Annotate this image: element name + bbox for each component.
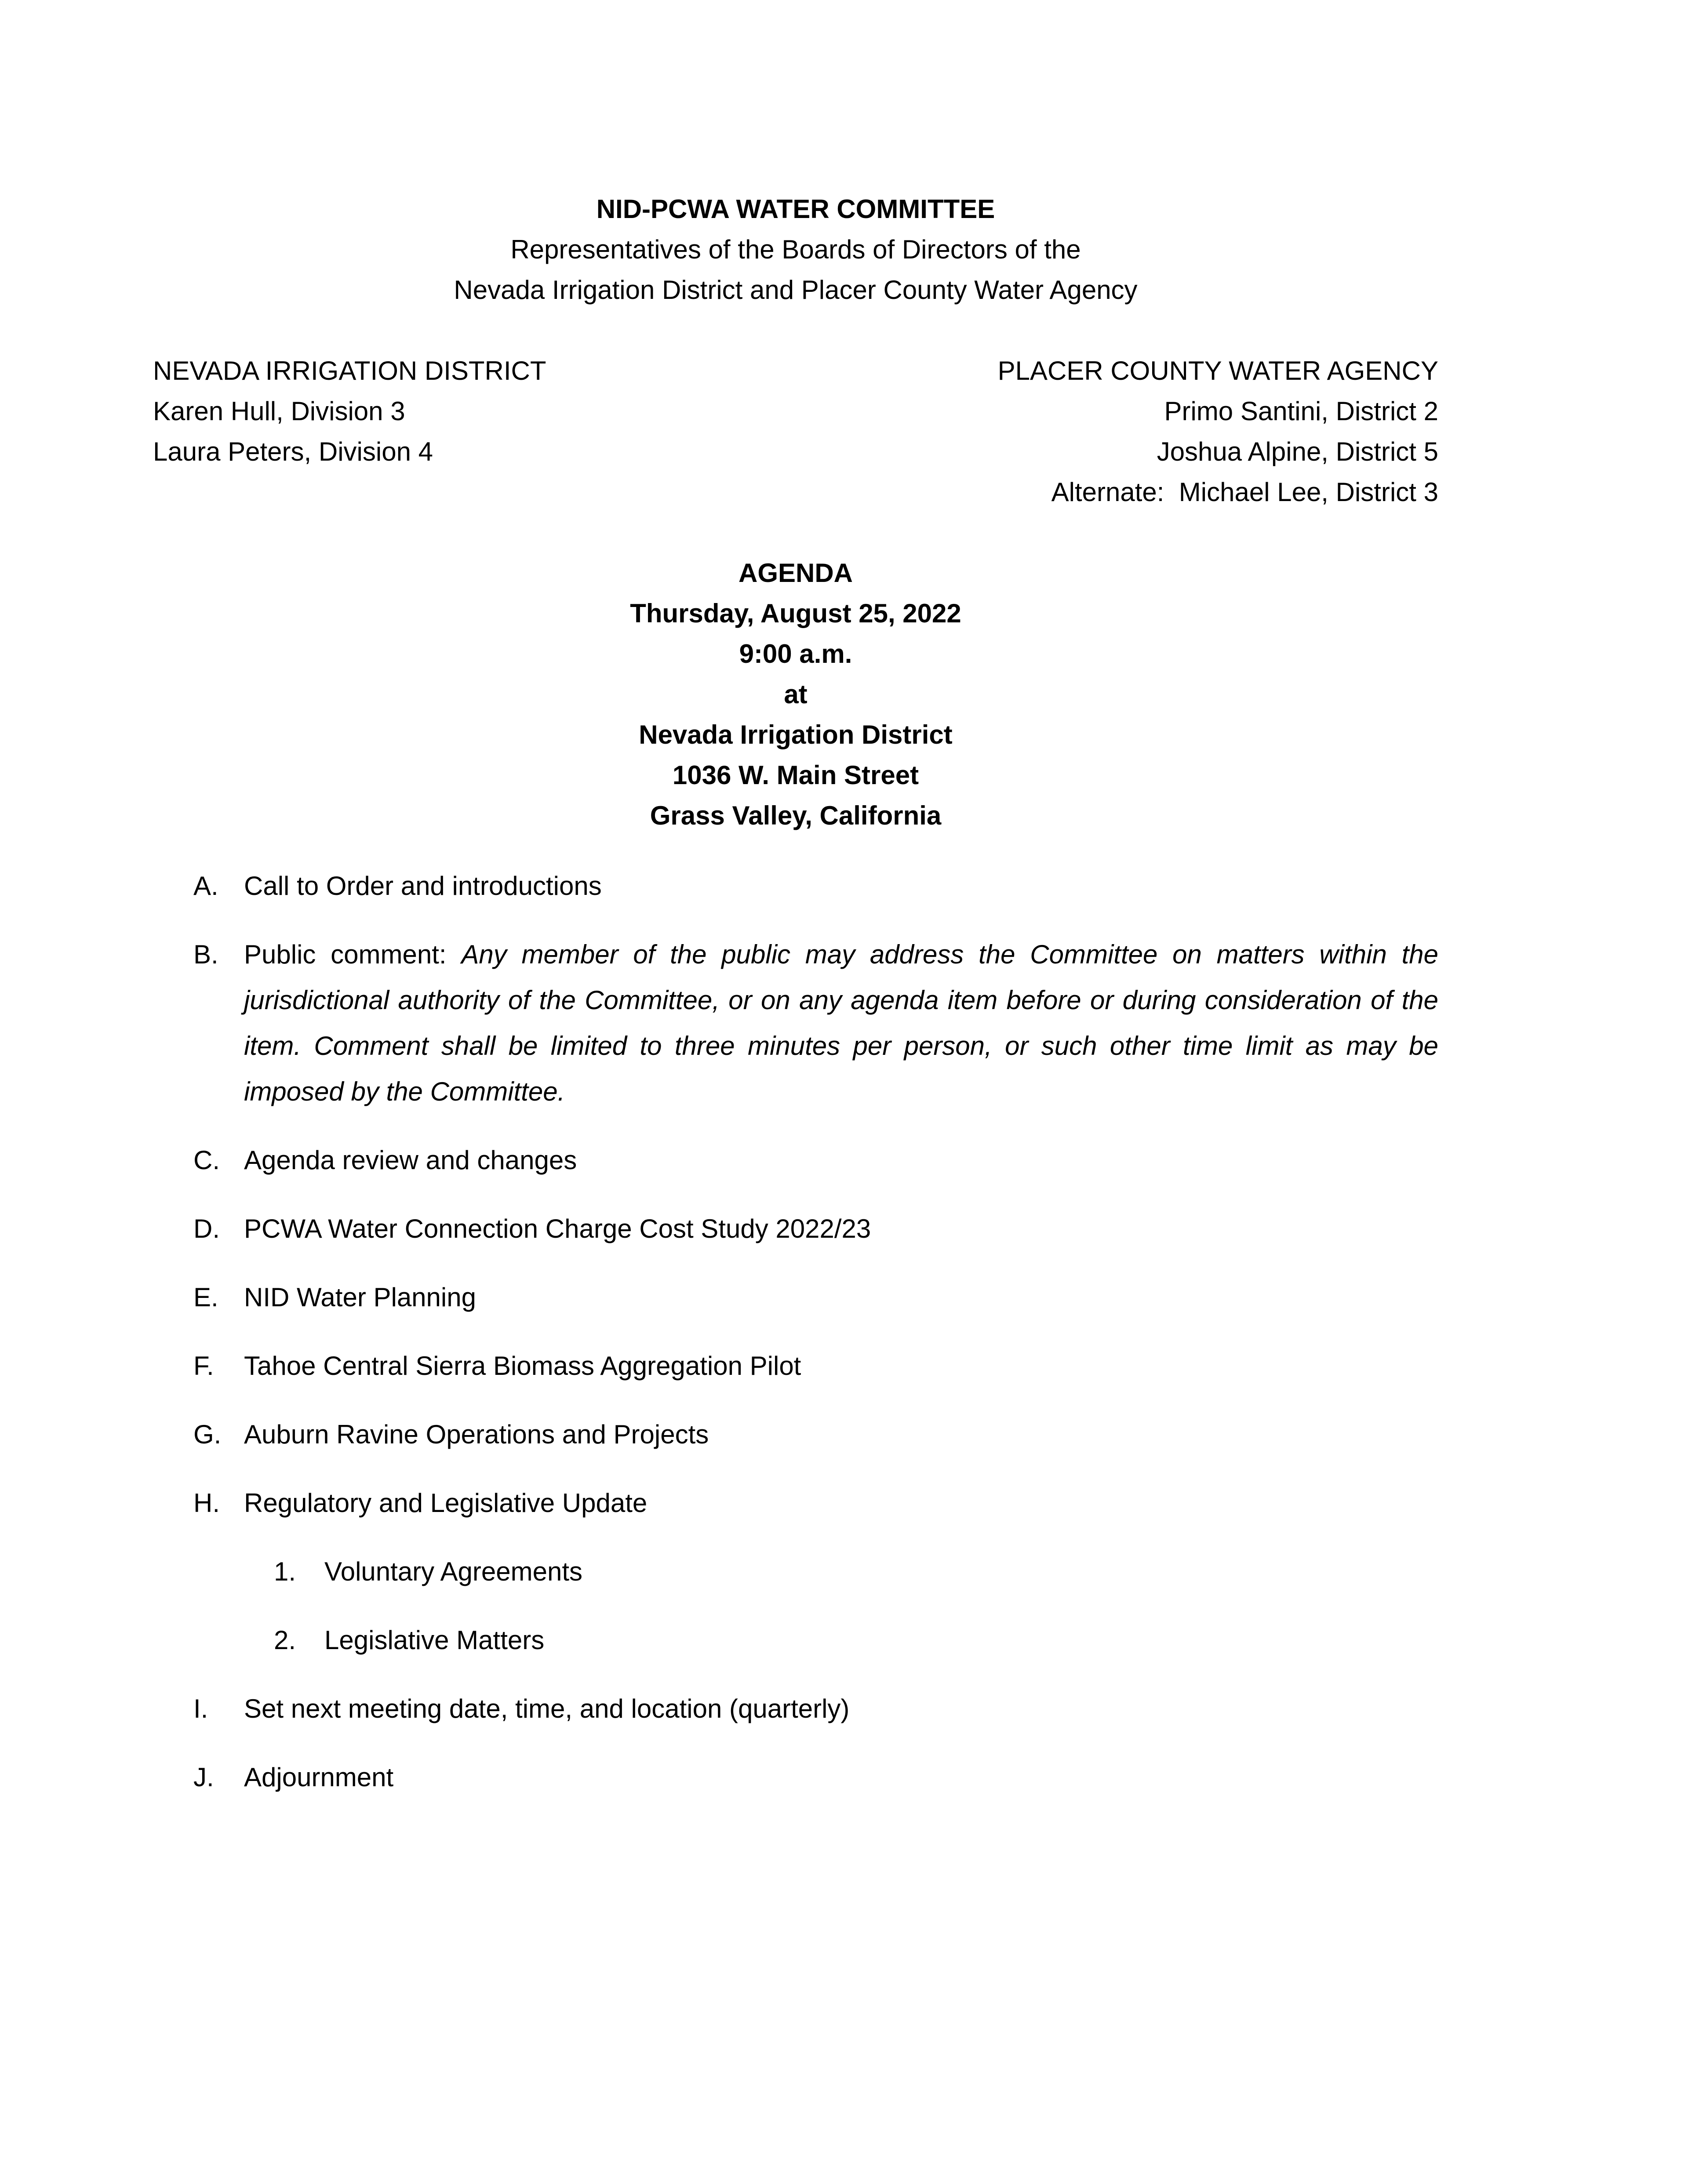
nid-heading: NEVADA IRRIGATION DISTRICT [153, 356, 546, 385]
agenda-item-marker: C. [193, 1145, 220, 1175]
masthead-subtitle-line-2: Nevada Irrigation District and Placer County Water Agency [454, 275, 1138, 305]
agenda-item-text: NID Water Planning [244, 1283, 476, 1312]
agenda-header-block [153, 553, 1438, 836]
masthead-subtitle-line-1: Representatives of the Boards of Directors of the [510, 235, 1081, 264]
agenda-item-text: Set next meeting date, time, and location (quarterly) [244, 1694, 850, 1723]
committee-title: NID-PCWA WATER COMMITTEE [596, 194, 995, 224]
agenda-item-marker: H. [193, 1488, 220, 1518]
agenda-item-marker: A. [193, 871, 218, 901]
agenda-items-list [153, 863, 1438, 1800]
pcwa-alternate-member: Alternate: Michael Lee, District 3 [1051, 477, 1438, 507]
pcwa-column [821, 351, 1438, 512]
pcwa-heading: PLACER COUNTY WATER AGENCY [997, 356, 1438, 385]
agenda-item-a [153, 863, 1438, 909]
agenda-item-i [153, 1686, 1438, 1732]
representatives-block [153, 351, 1438, 512]
agenda-item-marker: E. [193, 1283, 218, 1312]
agenda-item-h [153, 1480, 1438, 1526]
nid-column [153, 351, 770, 512]
public-comment-lead: Public comment: [244, 940, 462, 969]
document-body [153, 189, 1438, 1823]
agenda-item-text: Call to Order and introductions [244, 871, 602, 901]
meeting-time: 9:00 a.m. [739, 639, 852, 669]
agenda-subitem-h-1 [153, 1549, 1438, 1595]
meeting-street: 1036 W. Main Street [672, 760, 919, 790]
agenda-item-f [153, 1343, 1438, 1389]
agenda-item-marker: I. [193, 1694, 208, 1723]
meeting-date: Thursday, August 25, 2022 [630, 599, 961, 628]
meeting-city-state: Grass Valley, California [650, 801, 942, 830]
agenda-item-text: Agenda review and changes [244, 1145, 577, 1175]
agenda-item-marker: F. [193, 1351, 214, 1381]
agenda-item-marker: D. [193, 1214, 220, 1243]
agenda-subitem-text: Legislative Matters [324, 1625, 545, 1655]
agenda-subitem-marker: 1. [274, 1557, 296, 1586]
agenda-label: AGENDA [738, 558, 853, 588]
nid-member: Karen Hull, Division 3 [153, 396, 405, 426]
agenda-item-b [153, 932, 1438, 1115]
meeting-at-word: at [784, 680, 808, 709]
agenda-subitem-text: Voluntary Agreements [324, 1557, 583, 1586]
agenda-item-c [153, 1137, 1438, 1183]
agenda-subitem-h-2 [153, 1617, 1438, 1663]
pcwa-member: Joshua Alpine, District 5 [1157, 437, 1438, 466]
nid-member: Laura Peters, Division 4 [153, 437, 433, 466]
agenda-item-text: Tahoe Central Sierra Biomass Aggregation Pilot [244, 1351, 801, 1381]
agenda-item-text: Auburn Ravine Operations and Projects [244, 1420, 709, 1449]
agenda-item-d [153, 1206, 1438, 1252]
agenda-item-text: Regulatory and Legislative Update [244, 1488, 648, 1518]
masthead [153, 189, 1438, 310]
pcwa-member: Primo Santini, District 2 [1164, 396, 1438, 426]
public-comment-policy-text: Any member of the public may address the Committee on matters within the jurisdictional authority of the Committee, or on any agenda item before or during consideration of the item. Comment shall be limited to three minutes per person, or such other time limit as may be imposed by the Committee. [244, 940, 1439, 1106]
agenda-item-marker: B. [193, 940, 218, 969]
agenda-item-e [153, 1275, 1438, 1320]
agenda-item-text: Adjournment [244, 1762, 394, 1792]
meeting-venue: Nevada Irrigation District [639, 720, 953, 749]
agenda-item-text [244, 932, 1438, 1115]
agenda-item-j [153, 1755, 1438, 1800]
agenda-item-marker: G. [193, 1420, 222, 1449]
agenda-item-text: PCWA Water Connection Charge Cost Study 2022/23 [244, 1214, 871, 1243]
agenda-item-g [153, 1412, 1438, 1457]
agenda-subitem-marker: 2. [274, 1625, 296, 1655]
agenda-item-marker: J. [193, 1762, 214, 1792]
